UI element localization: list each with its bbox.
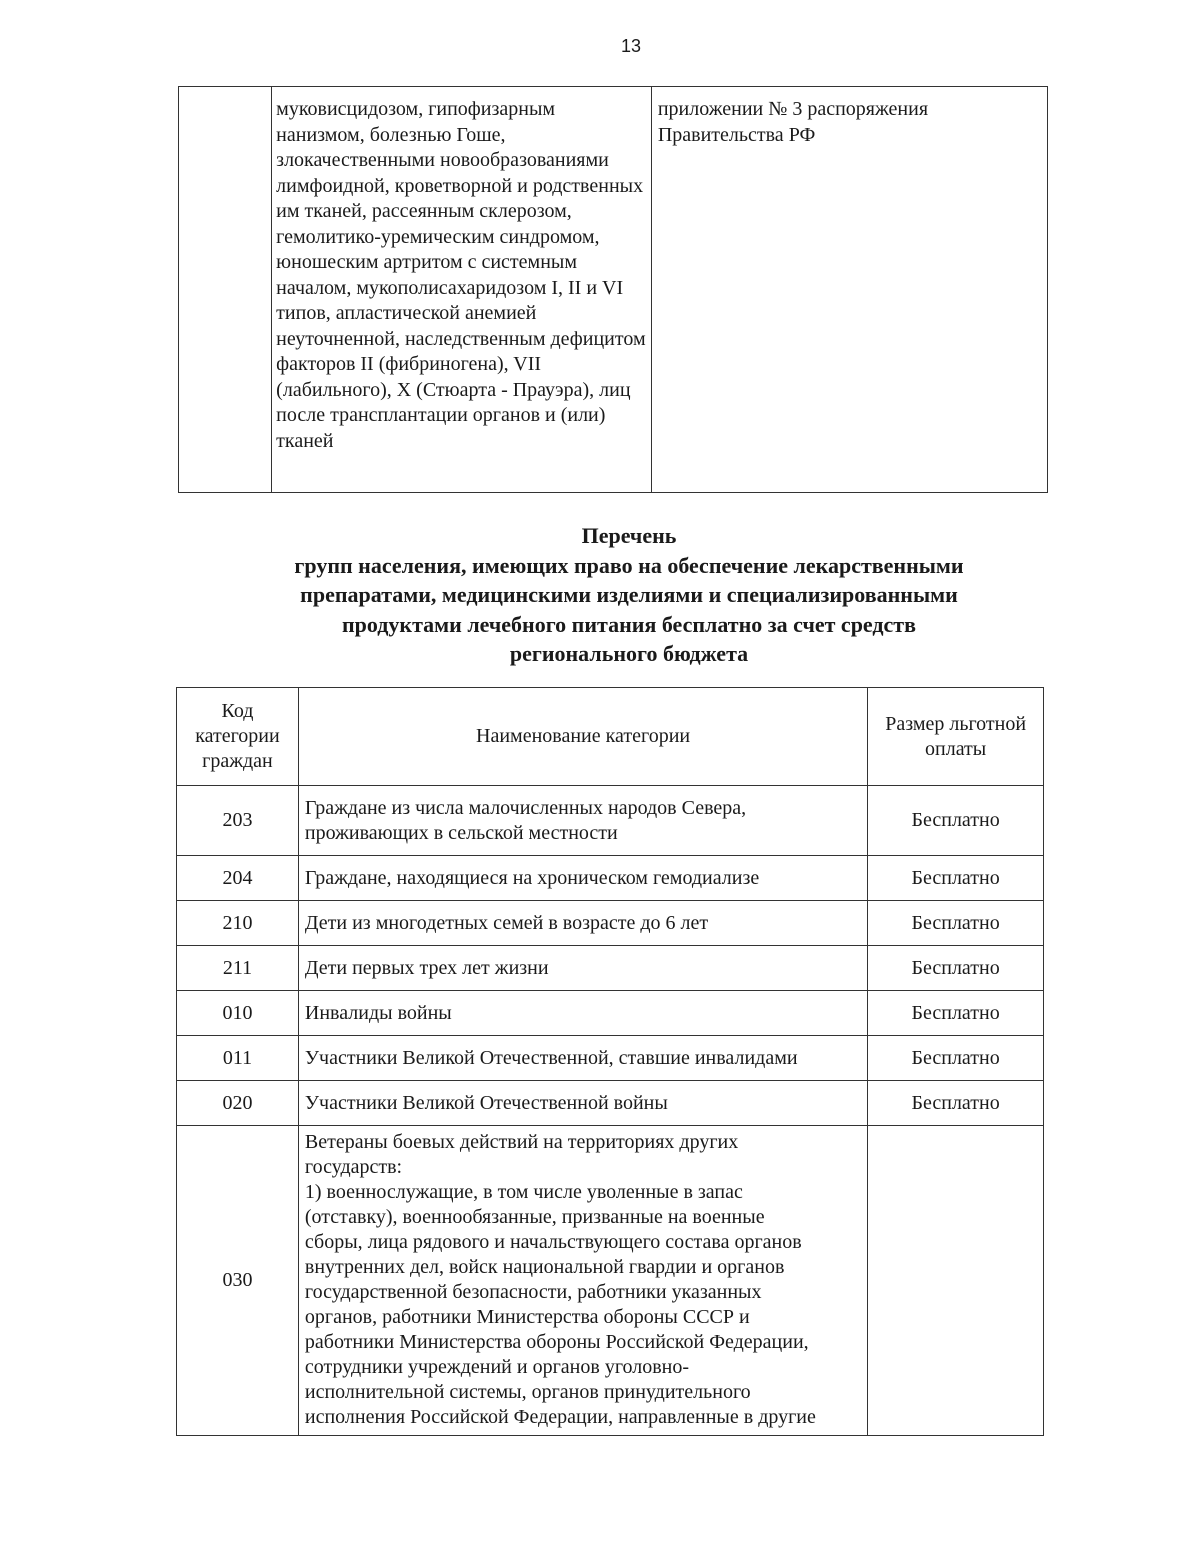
- category-code: 020: [177, 1081, 299, 1126]
- category-code: 011: [177, 1036, 299, 1081]
- continuation-cell-reference: приложении № 3 распоряжения Правительства РФ: [651, 87, 1047, 493]
- table-row: [177, 946, 1044, 991]
- category-name: Инвалиды войны: [298, 991, 867, 1036]
- table-row: [177, 1126, 1044, 1436]
- table-row: [177, 1036, 1044, 1081]
- category-name: Граждане из числа малочисленных народов Севера, проживающих в сельской местности: [298, 786, 867, 856]
- header-code: Код категории граждан: [177, 688, 299, 786]
- title-line: препаратами, медицинскими изделиями и специализированными: [300, 582, 958, 607]
- category-payment: Бесплатно: [868, 1081, 1044, 1126]
- category-payment: Бесплатно: [868, 901, 1044, 946]
- header-name: Наименование категории: [298, 688, 867, 786]
- table-row: [177, 901, 1044, 946]
- title-line: Перечень: [581, 523, 677, 548]
- category-name: Ветераны боевых действий на территориях других государств: 1) военнослужащие, в том числе уволенные в запас (отставку), военнообязанные, призванные на военные сборы, лица рядового и начальствующего состава органов внутренних дел, войск национальной гвардии и органов государственной безопасности, работники указанных органов, работники Министерства обороны СССР и работники Министерства обороны Российской Федерации, сотрудники учреждений и органов уголовно- исполнительной системы, органов принудительного исполнения Российской Федерации, направленные в другие: [298, 1126, 867, 1436]
- category-code: 203: [177, 786, 299, 856]
- category-code: 210: [177, 901, 299, 946]
- category-payment: Бесплатно: [868, 946, 1044, 991]
- page-number: 13: [620, 36, 642, 56]
- categories-table: [176, 687, 1044, 1436]
- category-code: 211: [177, 946, 299, 991]
- table-row: [177, 1081, 1044, 1126]
- continuation-cell-diseases: муковисцидозом, гипофизарным нанизмом, болезнью Гоше, злокачественными новообразованиями лимфоидной, кроветворной и родственных им тканей, рассеянным склерозом, гемолитико-уремическим синдромом, юношеским артритом с системным началом, мукополисахаридозом I, II и VI типов, апластической анемией неуточненной, наследственным дефицитом факторов II (фибриногена), VII (лабильного), X (Стюарта - Прауэра), лиц после трансплантации органов и (или) тканей: [272, 87, 652, 493]
- title-line: продуктами лечебного питания бесплатно за счет средств: [342, 611, 916, 637]
- header-payment: Размер льготной оплаты: [868, 688, 1044, 786]
- table-row: [177, 786, 1044, 856]
- category-payment: Бесплатно: [868, 856, 1044, 901]
- category-code: 204: [177, 856, 299, 901]
- category-name: Дети первых трех лет жизни: [298, 946, 867, 991]
- table-row: [177, 991, 1044, 1036]
- list-title: [210, 521, 1048, 669]
- title-line: регионального бюджета: [509, 641, 749, 666]
- category-code: 010: [177, 991, 299, 1036]
- continuation-table: [178, 86, 1048, 493]
- category-payment: [868, 1126, 1044, 1436]
- category-code: 030: [177, 1126, 299, 1436]
- category-payment: Бесплатно: [868, 786, 1044, 856]
- table-header-row: [177, 688, 1044, 786]
- category-payment: Бесплатно: [868, 1036, 1044, 1081]
- category-payment: Бесплатно: [868, 991, 1044, 1036]
- category-name: Граждане, находящиеся на хроническом гемодиализе: [298, 856, 867, 901]
- table-row: [179, 87, 1048, 493]
- title-line: групп населения, имеющих право на обеспечение лекарственными: [294, 552, 964, 578]
- category-name: Дети из многодетных семей в возрасте до 6 лет: [298, 901, 867, 946]
- category-name: Участники Великой Отечественной войны: [298, 1081, 867, 1126]
- continuation-cell-empty: [179, 87, 272, 493]
- table-row: [177, 856, 1044, 901]
- category-name: Участники Великой Отечественной, ставшие инвалидами: [298, 1036, 867, 1081]
